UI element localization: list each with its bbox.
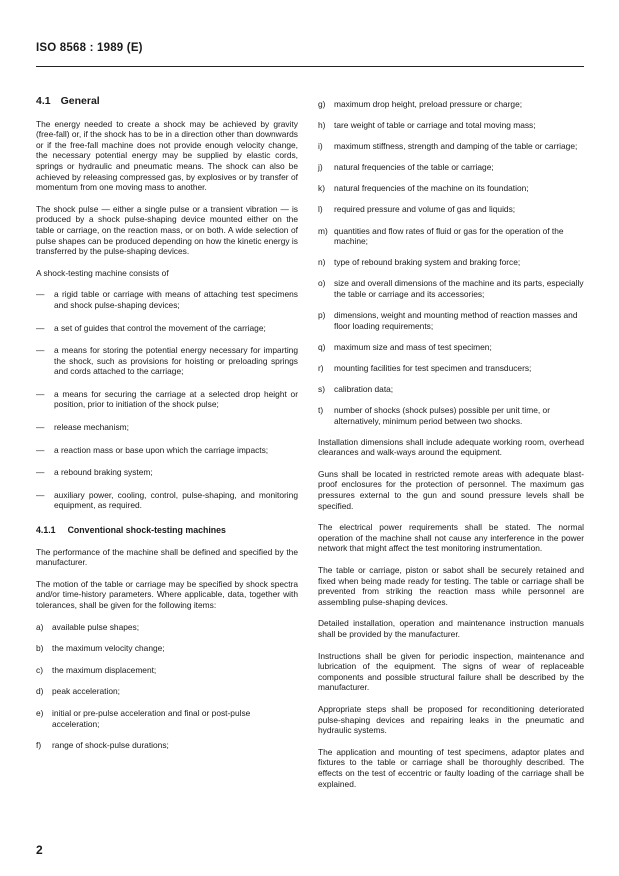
list-item (318, 384, 584, 395)
dash-marker: — (36, 489, 45, 500)
paragraph-electrical: The electrical power requirements shall be stated. The normal operation of the machine shall not cause any interference in the power network that might affect the test monitoring instrumentation. (318, 522, 584, 554)
list-item-text: a means for storing the potential energy necessary for imparting the shock, such as provisions for hoisting or preloading springs and cords attached to the carriage; (54, 345, 298, 377)
paragraph-performance: The performance of the machine shall be defined and specified by the manufacturer. (36, 546, 298, 568)
list-item (318, 183, 584, 194)
list-item-text: type of rebound braking system and braking force; (334, 257, 521, 268)
list-item (36, 422, 298, 433)
item-marker: m) (318, 225, 328, 236)
list-item-text: a means for securing the carriage at a selected drop height or position, prior to initiation of the shock pulse; (54, 388, 298, 410)
list-item (36, 740, 298, 751)
item-marker: f) (36, 740, 42, 751)
list-item (36, 490, 298, 511)
paragraph-manuals: Detailed installation, operation and maintenance instruction manuals shall be provided by the manufacturer. (318, 618, 584, 639)
item-marker: e) (36, 707, 44, 718)
item-marker: n) (318, 257, 326, 268)
list-item-text: quantities and flow rates of fluid or gas for the operation of the machine; (334, 225, 564, 247)
list-item (36, 445, 298, 456)
list-item-text: required pressure and volume of gas and liquids; (334, 204, 516, 215)
dash-marker: — (36, 422, 45, 433)
paragraph-guns: Guns shall be located in restricted remote areas with adequate blast-proof enclosures for the protection of personnel. The maximum gas pressures external to the gun and sound pressure levels shall be specified. (318, 468, 584, 511)
list-item (318, 120, 584, 131)
list-item (318, 278, 584, 299)
list-item (36, 686, 298, 697)
item-list-left (36, 622, 298, 751)
item-marker: k) (318, 183, 325, 194)
list-item-text: maximum stiffness, strength and damping of the table or carriage; (334, 141, 578, 152)
subsection-title: Conventional shock-testing machines (67, 525, 226, 536)
list-item (318, 141, 584, 152)
list-item-text: peak acceleration; (52, 686, 120, 697)
item-marker: o) (318, 278, 326, 289)
paragraph-energy: The energy needed to create a shock may be achieved by gravity (free-fall) or, if the shock has to be in a direction other than downwards or if the free-fall machine does not provide enough velocity change, the necessary potential energy may be supplied by elastic cords, springs or hydraulic and pneumatic means. The shock can also be achieved by releasing compressed gas, by explosives or by transfer of momentum from one moving mass to another. (36, 118, 298, 193)
page-number: 2 (36, 843, 43, 857)
list-item-text: calibration data; (334, 383, 394, 394)
list-item-text: maximum drop height, preload pressure or charge; (334, 99, 523, 109)
list-item (318, 257, 584, 268)
item-marker: t) (318, 405, 324, 415)
list-item-text: maximum size and mass of test specimen; (334, 341, 492, 352)
paragraph-consists-of: A shock-testing machine consists of (36, 267, 169, 278)
list-item-text: mounting facilities for test specimen and transducers; (334, 362, 532, 373)
dash-marker: — (36, 444, 45, 455)
paragraph-motion: The motion of the table or carriage may be specified by shock spectra and/or time-history parameters. Where applicable, data, together with tolerances, shall be given for the following items: (36, 578, 298, 610)
item-marker: a) (36, 621, 44, 632)
dash-marker: — (36, 289, 45, 300)
list-item (36, 665, 298, 676)
list-item (318, 405, 584, 426)
item-marker: r) (318, 362, 324, 373)
paragraph-mounting: The application and mounting of test specimens, adaptor plates and fixtures to the table or carriage shall be thoroughly described. The effects on the test of eccentric or faulty loading of the carriage shall be explained. (318, 746, 584, 789)
item-marker: s) (318, 383, 325, 394)
item-marker: b) (36, 643, 44, 654)
dash-marker: — (36, 388, 45, 399)
list-item-text: initial or pre-pulse acceleration and final or post-pulse acceleration; (52, 707, 251, 729)
item-list-right (318, 99, 584, 426)
item-marker: i) (318, 141, 323, 152)
list-item-text: the maximum velocity change; (52, 643, 165, 654)
list-item-text: available pulse shapes; (52, 621, 140, 632)
list-item (318, 342, 584, 353)
list-item (36, 708, 298, 729)
list-item-text: the maximum displacement; (52, 664, 157, 675)
item-marker: q) (318, 341, 326, 352)
list-item (36, 289, 298, 310)
item-marker: j) (318, 162, 323, 173)
list-item (318, 226, 584, 247)
item-marker: h) (318, 120, 326, 131)
header-rule (36, 66, 584, 67)
list-item (318, 310, 584, 331)
list-item (36, 389, 298, 410)
right-column (318, 99, 584, 800)
item-marker: g) (318, 99, 326, 109)
subsection-number: 4.1.1 (36, 525, 56, 536)
dash-marker: — (36, 322, 45, 333)
subsection-heading (36, 525, 298, 536)
section-heading (36, 96, 298, 107)
list-item-text: release mechanism; (54, 422, 129, 433)
left-column (36, 96, 298, 762)
component-list (36, 289, 298, 511)
paragraph-shock-pulse: The shock pulse — either a single pulse or a transient vibration — is produced by a shock pulse-shaping device mounted either on the table or carriage, on the reaction mass, or on both. A wide selection of pulse shapes can be produced depending on how the kinetic energy is transferred by the pulse-shaping devices. (36, 203, 298, 257)
list-item (36, 643, 298, 654)
paragraph-installation: Installation dimensions shall include adequate working room, overhead clearances and walk-ways around the equipment. (318, 436, 584, 458)
section-number: 4.1 (36, 95, 51, 107)
dash-marker: — (36, 345, 45, 356)
list-item (36, 622, 298, 633)
list-item-text: number of shocks (shock pulses) possible per unit time, or alternatively, minimum period between two shocks. (334, 405, 550, 426)
list-item (36, 467, 298, 478)
paragraph-inspection: Instructions shall be given for periodic inspection, maintenance and lubrication of the equipment. The signs of wear of replaceable components and possible structural failure shall be described by the manufacturer. (318, 650, 584, 693)
dash-marker: — (36, 467, 45, 478)
item-marker: d) (36, 686, 44, 697)
paragraph-retention: The table or carriage, piston or sabot shall be securely retained and fixed when being made ready for testing. The table or carriage shall be prevented from striking the reaction mass while personnel are assembling pulse-shaping devices. (318, 565, 584, 607)
document-id: ISO 8568 : 1989 (E) (36, 42, 143, 54)
list-item (318, 363, 584, 374)
list-item (318, 99, 584, 110)
list-item (318, 162, 584, 173)
list-item-text: natural frequencies of the table or carriage; (334, 162, 494, 173)
list-item-text: tare weight of table or carriage and total moving mass; (334, 120, 536, 131)
list-item-text: a rigid table or carriage with means of attaching test specimens and shock pulse-shaping devices; (54, 289, 298, 310)
list-item-text: size and overall dimensions of the machine and its parts, especially the table or carriage and its accessories; (334, 278, 584, 299)
list-item-text: range of shock-pulse durations; (52, 740, 169, 751)
item-marker: l) (318, 204, 323, 215)
list-item (318, 204, 584, 215)
list-item (36, 345, 298, 377)
list-item-text: natural frequencies of the machine on its foundation; (334, 183, 529, 194)
list-item-text: a rebound braking system; (54, 467, 153, 478)
item-marker: c) (36, 664, 43, 675)
list-item-text: a reaction mass or base upon which the carriage impacts; (54, 444, 269, 455)
list-item-text: auxiliary power, cooling, control, pulse-shaping, and monitoring equipment, as required. (54, 489, 298, 511)
list-item-text: a set of guides that control the movement of the carriage; (54, 322, 266, 333)
list-item-text: dimensions, weight and mounting method of reaction masses and floor loading requirements; (334, 310, 578, 331)
paragraph-reconditioning: Appropriate steps shall be proposed for reconditioning deteriorated pulse-shaping devices and repairing leaks in the pneumatic and hydraulic systems. (318, 703, 584, 736)
item-marker: p) (318, 310, 326, 321)
list-item (36, 323, 298, 334)
section-title: General (60, 95, 100, 107)
